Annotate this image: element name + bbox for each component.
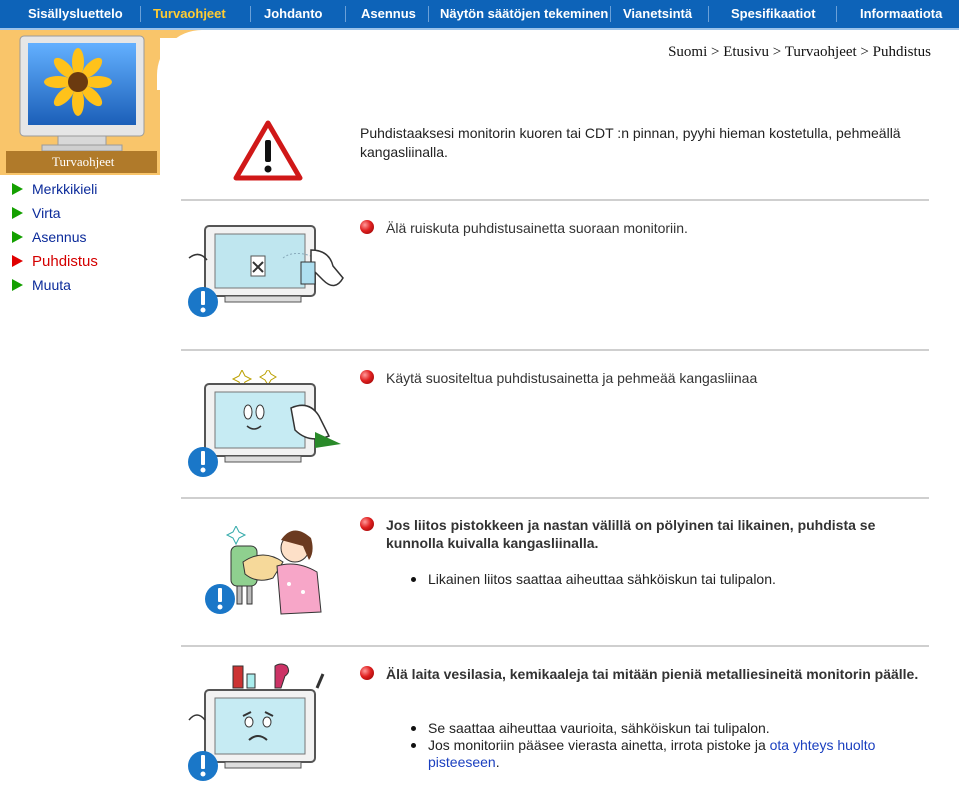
nav-separator: [836, 6, 837, 22]
sidebar-item-label: Asennus: [32, 229, 87, 245]
nav-sisallysluettelo[interactable]: Sisällysluettelo: [28, 6, 123, 21]
section-4-sub-2-suffix: .: [495, 754, 500, 770]
sidebar-menu: [12, 177, 98, 297]
nav-asennus[interactable]: Asennus: [361, 6, 416, 21]
plug-cleaning-illustration: [203, 526, 331, 618]
arrow-right-icon: [12, 255, 23, 267]
section-4-sub-1-text: Se saattaa aiheuttaa vaurioita, sähköiskun tai tulipalon.: [428, 720, 770, 736]
sidebar-item-label: Virta: [32, 205, 61, 221]
section-4-sub-1: [411, 720, 931, 737]
bullet-dot-icon: [411, 726, 416, 731]
section-4-text: Älä laita vesilasia, kemikaaleja tai mitään pieniä metalliesineitä monitorin päälle.: [386, 666, 919, 682]
red-ball-icon: [360, 220, 374, 234]
sidebar-item-label: Muuta: [32, 277, 71, 293]
nav-separator: [428, 6, 429, 22]
nav-separator: [250, 6, 251, 22]
divider: [181, 349, 929, 351]
bullet-dot-icon: [411, 743, 416, 748]
nav-informaatiota[interactable]: Informaatiota: [860, 6, 943, 21]
section-3-sub-1-text: Likainen liitos saattaa aiheuttaa sähköiskun tai tulipalon.: [428, 571, 776, 587]
red-ball-icon: [360, 517, 374, 531]
section-4-sub-2: [411, 737, 931, 771]
section-1-text: Älä ruiskuta puhdistusainetta suoraan monitoriin.: [386, 220, 688, 236]
spray-monitor-illustration: [183, 222, 353, 322]
section-4-sub-2-prefix: Jos monitoriin pääsee vierasta ainetta, irrota pistoke ja: [428, 737, 770, 753]
sidebar-item-label: Merkkikieli: [32, 181, 98, 197]
section-1: [360, 219, 936, 237]
divider: [181, 645, 929, 647]
section-2: [360, 369, 936, 387]
sidebar-item-virta[interactable]: [12, 201, 98, 225]
sidebar-item-label: Puhdistus: [32, 252, 98, 270]
nav-separator: [345, 6, 346, 22]
section-4: [360, 665, 936, 683]
red-ball-icon: [360, 666, 374, 680]
sidebar-item-puhdistus[interactable]: [12, 249, 98, 273]
sidebar-title: Turvaohjeet: [6, 151, 157, 173]
top-navigation: [0, 0, 959, 30]
breadcrumb: Suomi > Etusivu > Turvaohjeet > Puhdistus: [668, 44, 931, 60]
monitor-sunflower-image: [18, 34, 146, 154]
section-2-text: Käytä suositeltua puhdistusainetta ja pehmeää kangasliinaa: [386, 370, 758, 386]
sidebar-item-asennus[interactable]: [12, 225, 98, 249]
sidebar-item-muuta[interactable]: [12, 273, 98, 297]
nav-separator: [610, 6, 611, 22]
nav-separator: [708, 6, 709, 22]
warning-triangle-icon: [233, 120, 303, 182]
objects-on-monitor-illustration: [183, 662, 353, 784]
divider: [181, 199, 929, 201]
nav-vianetsinta[interactable]: Vianetsintä: [623, 6, 693, 21]
service-center-link[interactable]: ota yhteys huolto pisteeseen: [428, 737, 876, 770]
red-ball-icon: [360, 370, 374, 384]
intro-text: Puhdistaaksesi monitorin kuoren tai CDT :n pinnan, pyyhi hieman kostetulla, pehmeällä kangasliinalla.: [360, 125, 901, 160]
section-3-text: Jos liitos pistokkeen ja nastan välillä on pölyinen tai likainen, puhdista se kunnolla kuivalla kangasliinalla.: [386, 517, 876, 551]
section-3: [360, 516, 936, 552]
bullet-dot-icon: [411, 577, 416, 582]
nav-spesifikaatiot[interactable]: Spesifikaatiot: [731, 6, 816, 21]
cloth-monitor-illustration: [183, 370, 353, 480]
nav-johdanto[interactable]: Johdanto: [264, 6, 323, 21]
arrow-right-icon: [12, 279, 23, 291]
arrow-right-icon: [12, 207, 23, 219]
sidebar-item-merkkikieli[interactable]: [12, 177, 98, 201]
divider: [181, 497, 929, 499]
arrow-right-icon: [12, 231, 23, 243]
section-4-sub-2-text: [411, 737, 931, 771]
section-3-sub-1: [411, 571, 931, 588]
nav-turvaohjeet[interactable]: Turvaohjeet: [153, 6, 226, 21]
arrow-right-icon: [12, 183, 23, 195]
nav-separator: [140, 6, 141, 22]
nav-naytonsaadot[interactable]: Näytön säätöjen tekeminen: [440, 6, 609, 21]
